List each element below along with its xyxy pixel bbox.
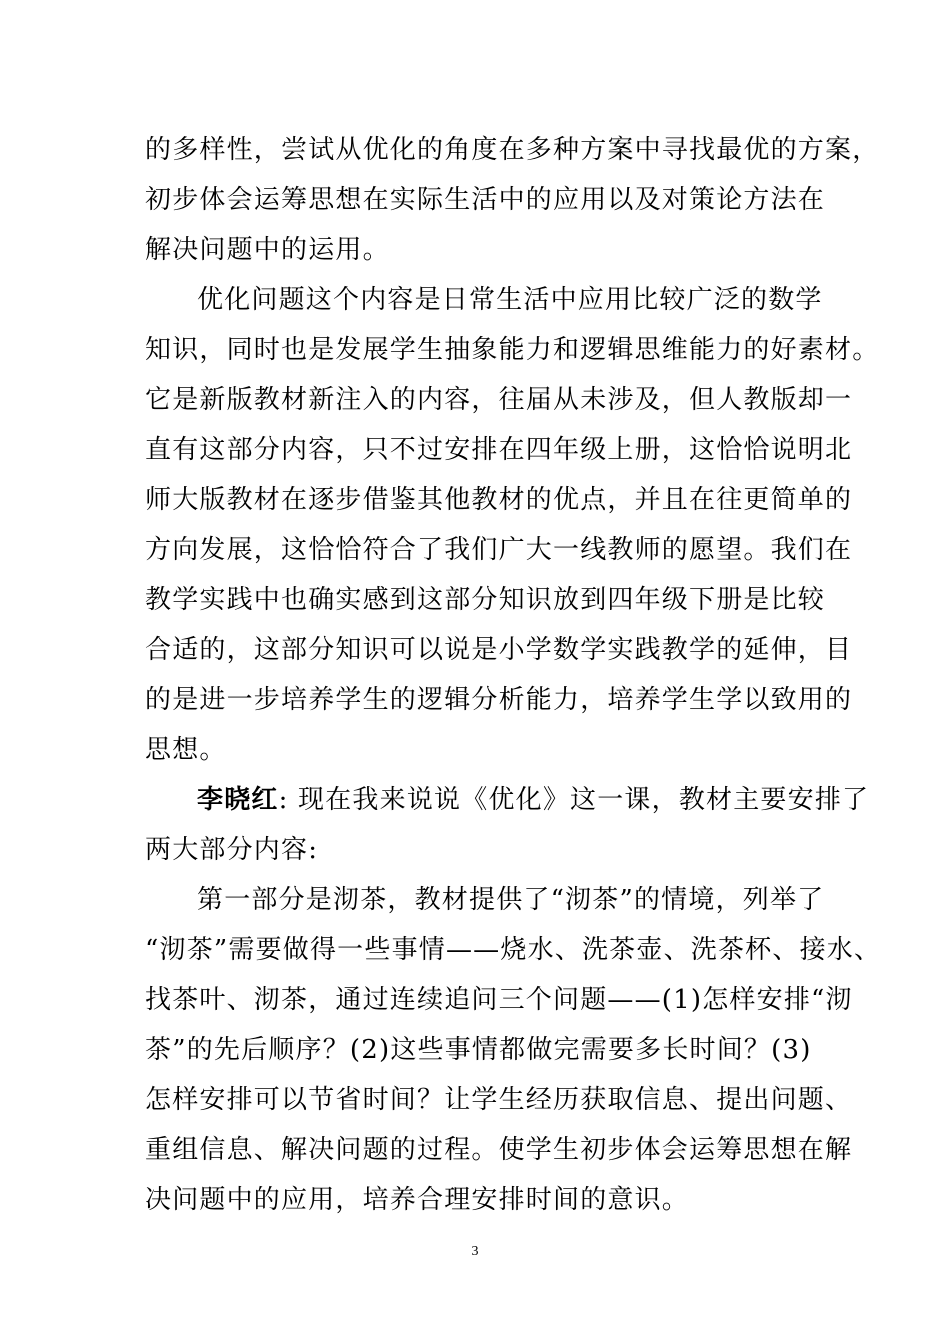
speaker-name: 李晓红 (197, 785, 279, 815)
text-line: 决问题中的应用，培养合理安排时间的意识。 (145, 1185, 690, 1215)
text-line: 茶”的先后顺序？(2)这些事情都做完需要多长时间？(3) (145, 1035, 812, 1065)
paragraph-first-line: 优化问题这个内容是日常生活中应用比较广泛的数学 (197, 285, 823, 315)
text-line: 初步体会运筹思想在实际生活中的应用以及对策论方法在 (145, 185, 826, 215)
text-line: 找茶叶、沏茶，通过连续追问三个问题——(1)怎样安排“沏 (145, 985, 853, 1015)
text-line: 教学实践中也确实感到这部分知识放到四年级下册是比较 (145, 585, 826, 615)
text-line: 的是进一步培养学生的逻辑分析能力，培养学生学以致用的 (145, 685, 853, 715)
text-line: 怎样安排可以节省时间？让学生经历获取信息、提出问题、 (145, 1085, 853, 1115)
text-line: 两大部分内容: (145, 835, 319, 865)
page-number: 3 (471, 1244, 479, 1259)
text-line: 合适的，这部分知识可以说是小学数学实践教学的延伸，目 (145, 635, 853, 665)
text-line: 它是新版教材新注入的内容，往届从未涉及，但人教版却一 (145, 385, 853, 415)
speaker-line (197, 782, 869, 818)
text-line: 师大版教材在逐步借鉴其他教材的优点，并且在往更简单的 (145, 485, 853, 515)
text-line: 思想。 (145, 735, 227, 765)
text-line: 的多样性，尝试从优化的角度在多种方案中寻找最优的方案， (145, 135, 880, 165)
paragraph-first-line: 第一部分是沏茶，教材提供了“沏茶”的情境，列举了 (197, 885, 825, 915)
text-line: 方向发展，这恰恰符合了我们广大一线教师的愿望。我们在 (145, 535, 853, 565)
text-line: 直有这部分内容，只不过安排在四年级上册，这恰恰说明北 (145, 435, 853, 465)
text-line: 解决问题中的运用。 (145, 235, 390, 265)
text-line: “沏茶”需要做得一些事情——烧水、洗茶壶、洗茶杯、接水、 (145, 935, 882, 965)
text-line: 重组信息、解决问题的过程。使学生初步体会运筹思想在解 (145, 1135, 853, 1165)
text-line: 知识，同时也是发展学生抽象能力和逻辑思维能力的好素材。 (145, 335, 880, 365)
speaker-text: : 现在我来说说《优化》这一课，教材主要安排了 (278, 785, 870, 815)
